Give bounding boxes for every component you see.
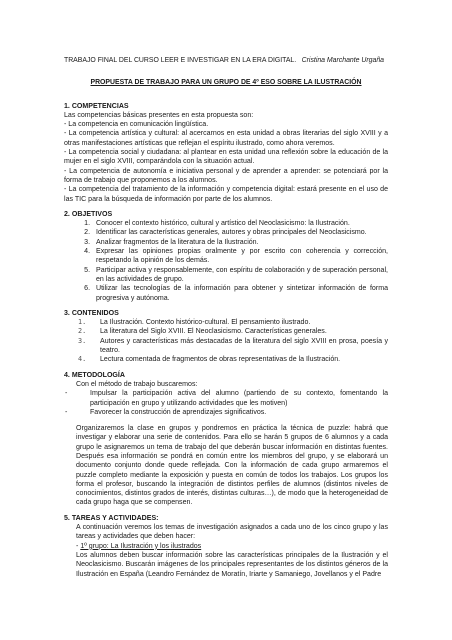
section-tareas (64, 514, 388, 579)
section-heading: 3. CONTENIDOS (64, 309, 119, 317)
list-item: 4. Expresar las opiniones propias oralmente y por escrito con coherencia y corrección, respetando la opinión de los demás. (92, 247, 388, 266)
section-objetivos (64, 210, 388, 303)
objectives-list (64, 219, 388, 303)
section-heading: 1. COMPETENCIAS (64, 102, 129, 110)
section-heading: 5. TAREAS Y ACTIVIDADES: (64, 514, 159, 522)
section-heading: 4. METODOLOGÍA (64, 371, 125, 379)
list-item (64, 337, 388, 356)
document-title: PROPUESTA DE TRABAJO PARA UN GRUPO DE 4º ESO SOBRE LA ILUSTRACIÓN (90, 79, 362, 87)
group-label: 1º grupo: La Ilustración y los ilustrados (80, 542, 202, 550)
list-text: Impulsar la participación activa del alumno (partiendo de su contexto, fomentando la participación en grupo y utilizando actividades que les motiven) (90, 390, 388, 407)
list-item (64, 327, 388, 336)
list-text: La Ilustración. Contexto histórico-cultural. El pensamiento ilustrado. (100, 319, 311, 327)
dash-bullet: - (65, 390, 68, 398)
section-competencias (64, 102, 388, 204)
paragraph-line: - La competencia en comunicación lingüística. (64, 121, 209, 129)
page-header (64, 56, 388, 65)
paragraph-line: - La competencia del tratamiento de la información y competencia digital: estará presente en el uso de las TIC para la búsqueda de información por parte de los alumnos. (64, 186, 388, 203)
list-number: 4. (78, 355, 87, 364)
list-text: Lectura comentada de fragmentos de obras representativas de la Ilustración. (100, 356, 341, 364)
list-text: Autores y características más destacadas de la literatura del siglo XVIII en prosa, poesía y teatro. (100, 337, 388, 355)
section-metodologia (64, 371, 388, 508)
list-item: 3. Analizar fragmentos de la literatura de la Ilustración. (92, 238, 388, 247)
list-item: 1. Conocer el contexto histórico, cultural y artístico del Neoclasicismo: la Ilustración. (92, 219, 388, 228)
contents-list (64, 318, 388, 364)
paragraph-line: - La competencia artística y cultural: al acercarnos en esta unidad a obras literarias del siglo XVIII y a otras manifestaciones artísticas que reflejan el espíritu ilustrado, como ahora veremos. (64, 130, 388, 147)
group-heading (64, 542, 388, 551)
list-text: Favorecer la construcción de aprendizajes significativos. (90, 408, 267, 416)
list-item (64, 318, 388, 327)
list-item: 2. Identificar las características generales, autores y obras principales del Neoclasicismo. (92, 228, 388, 237)
list-item: 5. Participar activa y responsablemente, con espíritu de colaboración y de superación personal, en las actividades de grupo. (92, 266, 388, 285)
list-number: 3. (78, 336, 87, 345)
list-item: 6. Utilizar las tecnologías de la información para obtener y sintetizar información de forma progresiva y autónoma. (92, 284, 388, 303)
header-author: Cristina Marchante Urgaña (301, 57, 384, 64)
header-course-title: TRABAJO FINAL DEL CURSO LEER E INVESTIGAR EN LA ERA DIGITAL. (64, 57, 297, 64)
paragraph-body: Los alumnos deben buscar información sobre las características principales de la Ilustración y el Neoclasicismo. Buscarán imágenes de los principales representantes de los distintos géneros de la Ilustración en España (Leandro Fernández de Moratín, Iriarte y Samaniego, Jovellanos y el Padre (76, 551, 388, 578)
list-number: 2. (78, 327, 87, 336)
dash-bullet: - (65, 408, 68, 416)
list-item (64, 355, 388, 364)
paragraph-body: Organizaremos la clase en grupos y pondremos en práctica la técnica de puzzle: habrá que investigar y elaborar una serie de contenidos. Para ello se harán 5 grupos de 6 alumnos y a cada grupo le asignaremos un tema de trabajo del que deberán buscar información en distintas fuentes. Después esa información se pondrá en común entre los miembros del grupo, y se elaborará un documento conjunto donde quede reflejada. Con la información de cada grupo armaremos el puzzle completo mediante la exposición y puesta en común de todos los trabajos. Los grupos los forma el profesor, buscando la integración de distintos perfiles de alumnos (distintos niveles de conocimientos, distintos grados de interés, distintas culturas…), de modo que la heterogeneidad de cada grupo haga que se compensen. (76, 425, 388, 507)
list-text: La literatura del Siglo XVIII. El Neoclasicismo. Características generales. (100, 328, 327, 336)
group-prefix: - (76, 542, 81, 550)
paragraph-line: Las competencias básicas presentes en esta propuesta son: (64, 111, 254, 119)
methodology-list (64, 389, 388, 417)
section-contenidos (64, 309, 388, 365)
paragraph-line: - La competencia de autonomía e iniciativa personal y de aprender a aprender: se potenciará por la forma de trabajo que proponemos a los alumnos. (64, 167, 388, 184)
paragraph-intro: A continuación veremos los temas de investigación asignados a cada uno de los cinco grupo y las tareas y actividades que deben hacer: (76, 524, 388, 541)
section-heading: 2. OBJETIVOS (64, 210, 113, 218)
list-item (64, 408, 388, 417)
list-item (64, 389, 388, 408)
paragraph-line: - La competencia social y ciudadana: al plantear en esta unidad una reflexión sobre la educación de la mujer en el siglo XVIII, comparándola con la situación actual. (64, 149, 388, 166)
list-number: 1. (78, 318, 87, 327)
paragraph-intro: Con el método de trabajo buscaremos: (76, 380, 198, 388)
